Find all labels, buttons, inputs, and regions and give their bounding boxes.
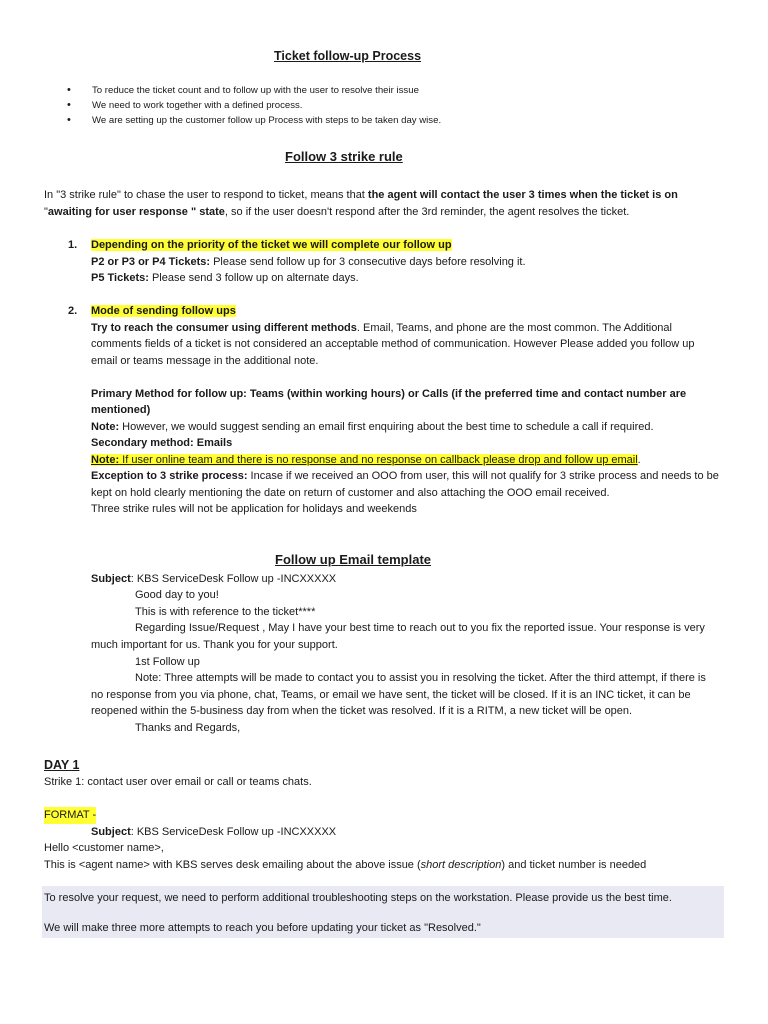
mode-heading: Mode of sending follow ups xyxy=(91,305,236,317)
template-subject: Subject: KBS ServiceDesk Follow up -INCXXXXX xyxy=(91,573,337,585)
page-title: Ticket follow-up Process xyxy=(274,49,422,63)
bullet-item: • We are setting up the customer follow up Process with steps to be taken day wise. xyxy=(67,113,747,128)
intro-paragraph: In "3 strike rule" to chase the user to respond to ticket, means that the agent will contact the user 3 times when the ticket is on "awaiting for user response " state, so if the user doesn't respond after the 3rd reminder, the agent resolves the ticket. xyxy=(44,189,678,218)
day1-hello: Hello <customer name>, xyxy=(44,842,164,854)
template-reference: This is with reference to the ticket**** xyxy=(135,606,316,618)
day1-strike: Strike 1: contact user over email or call or teams chats. xyxy=(44,776,312,788)
purpose-bullets xyxy=(67,83,747,128)
day1-subject: Subject: KBS ServiceDesk Follow up -INCXXXXX xyxy=(91,826,337,838)
template-heading: Follow up Email template xyxy=(275,552,432,567)
day1-intro: This is <agent name> with KBS serves desk emailing about the above issue (short description) and ticket number is needed xyxy=(44,859,647,871)
day1-heading: DAY 1 xyxy=(44,758,80,772)
rule-heading: Follow 3 strike rule xyxy=(285,149,403,164)
primary-method: Primary Method for follow up: Teams (within working hours) or Calls (if the preferred time and contact number are mentioned) xyxy=(91,387,687,416)
holidays-note: Three strike rules will not be application for holidays and weekends xyxy=(91,503,417,515)
methods-paragraph: Try to reach the consumer using different methods. Email, Teams, and phone are the most common. The Additional comments fields of a ticket is not considered an acceptable method of communication. However Please added you follow up email or teams message in the additional note. xyxy=(91,321,695,367)
note-email-first: Note: However, we would suggest sending an email first enquiring about the best time to schedule a call if required. xyxy=(91,420,654,433)
note-highlighted: Note: If user online team and there is no response and no response on callback please drop and follow up email. xyxy=(91,453,641,466)
resolve-request: To resolve your request, we need to perform additional troubleshooting steps on the workstation. Please provide us the best time. xyxy=(44,892,672,904)
secondary-method: Secondary method: Emails xyxy=(91,437,233,449)
template-greeting: Good day to you! xyxy=(135,589,219,601)
attempts-note: We will make three more attempts to reach you before updating your ticket as "Resolved." xyxy=(44,922,481,934)
format-label: FORMAT - xyxy=(44,807,96,824)
template-thanks: Thanks and Regards, xyxy=(135,722,241,734)
item-number: 2. xyxy=(68,305,78,317)
priority-section: Depending on the priority of the ticket we will complete our follow up P2 or P3 or P4 Tickets: Please send follow up for 3 consecutive days before resolving it. P5 Tickets: Please send 3 follow up on alternate days. xyxy=(91,239,526,284)
bullet-item: • To reduce the ticket count and to follow up with the user to resolve their issue xyxy=(67,83,747,98)
item-number: 1. xyxy=(68,239,78,251)
bullet-item: • We need to work together with a defined process. xyxy=(67,98,747,113)
template-followup: 1st Follow up xyxy=(135,656,200,668)
exception-paragraph: Exception to 3 strike process: Incase if we received an OOO from user, this will not qualify for 3 strike process and needs to be kept on hold clearly mentioning the date on return of customer and also attaching the OOO email received. xyxy=(91,470,719,499)
template-note: Note: Three attempts will be made to contact you to assist you in resolving the ticket. After the third attempt, if there is no response from you via phone, chat, Teams, or email we have sent, the ticket will be closed. If it is an INC ticket, it can be reopened within the 5-business day from when the ticket was resolved. If it is a RITM, a new ticket will be open. xyxy=(91,672,706,717)
template-regarding: Regarding Issue/Request , May I have your best time to reach out to you fix the reported issue. Your response is very much important for us. Thank you for your support. xyxy=(91,622,705,651)
priority-heading: Depending on the priority of the ticket we will complete our follow up xyxy=(91,239,452,251)
mode-section xyxy=(91,303,721,518)
